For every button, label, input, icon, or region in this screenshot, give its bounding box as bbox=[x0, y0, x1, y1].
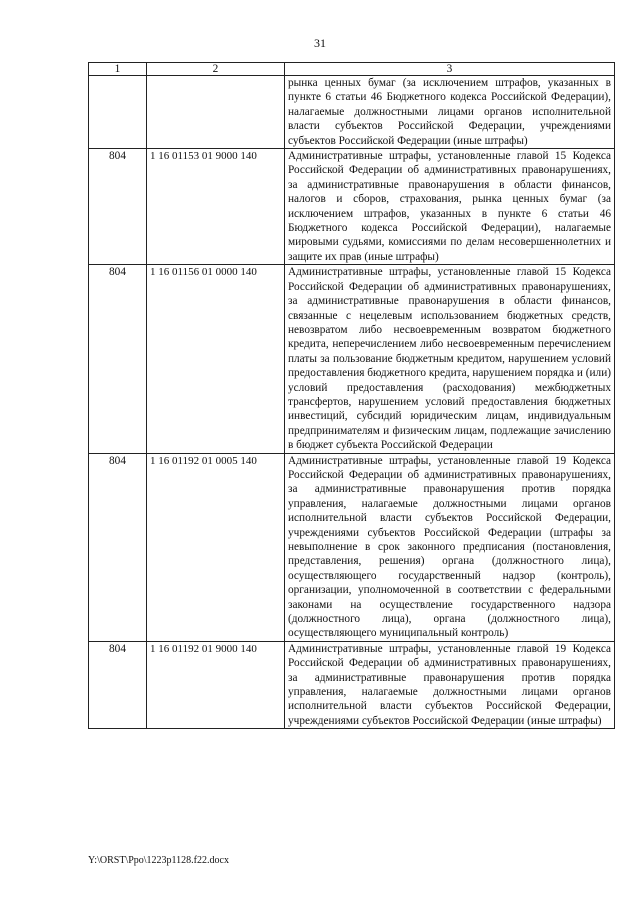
table-header-row bbox=[89, 63, 615, 76]
description-cell: Административные штрафы, установленные главой 15 Кодекса Российской Федерации об административных правонарушениях, за административные правонарушения в области финансов, налогов и сборов, страхования, рынка ценных бумаг (за исключением штрафов, указанных в пункте 6 статьи 46 Бюджетного кодекса Российской Федерации), налагаемые мировыми судьями, комиссиями по делам несовершеннолетних и защите их прав (иные штрафы) bbox=[285, 149, 615, 265]
table-row bbox=[89, 265, 615, 453]
header-col-3: 3 bbox=[285, 63, 615, 76]
file-path-footer: Y:\ORST\Ppo\1223p1128.f22.docx bbox=[88, 855, 229, 866]
table-row bbox=[89, 641, 615, 728]
description-cell: Административные штрафы, установленные главой 19 Кодекса Российской Федерации об административных правонарушениях, за административные правонарушения против порядка управления, налагаемые должностными лицами органов исполнительной власти субъектов Российской Федерации, учреждениями субъектов Российской Федерации (штрафы за невыполнение в срок законного предписания (постановления, представления, решения) органа (должностного лица), осуществляющего государственный надзор (контроль), организации, уполномоченной в соответствии с федеральными законами на осуществление государственного надзора (должностного лица), органа (должностного лица), осуществляющего муниципальный контроль) bbox=[285, 453, 615, 641]
page-number: 31 bbox=[314, 36, 326, 50]
admin-code-cell bbox=[89, 76, 147, 149]
description-cell: Административные штрафы, установленные главой 15 Кодекса Российской Федерации об административных правонарушениях, за административные правонарушения в области финансов, связанные с нецелевым использованием бюджетных средств, невозвратом либо несвоевременным возвратом бюджетного кредита, неперечислением либо несвоевременным перечислением платы за пользование бюджетным кредитом, нарушением условий предоставления бюджетного кредита, нарушением порядка и (или) условий предоставления (расходования) межбюджетных трансфертов, нарушением условий предоставления бюджетных инвестиций, субсидий юридическим лицам, индивидуальным предпринимателям и физическим лицам, подлежащие зачислению в бюджет субъекта Российской Федерации bbox=[285, 265, 615, 453]
revenue-code-cell: 1 16 01192 01 0005 140 bbox=[147, 453, 285, 641]
description-cell: Административные штрафы, установленные главой 19 Кодекса Российской Федерации об административных правонарушениях, за административные правонарушения против порядка управления, налагаемые должностными лицами органов исполнительной власти субъектов Российской Федерации, учреждениями субъектов Российской Федерации (иные штрафы) bbox=[285, 641, 615, 728]
header-col-1: 1 bbox=[89, 63, 147, 76]
header-col-2: 2 bbox=[147, 63, 285, 76]
revenue-code-cell bbox=[147, 76, 285, 149]
admin-code-cell: 804 bbox=[89, 641, 147, 728]
revenue-code-table bbox=[88, 62, 615, 729]
revenue-code-cell: 1 16 01192 01 9000 140 bbox=[147, 641, 285, 728]
admin-code-cell: 804 bbox=[89, 453, 147, 641]
table-row bbox=[89, 76, 615, 149]
table-row bbox=[89, 453, 615, 641]
table-row bbox=[89, 149, 615, 265]
admin-code-cell: 804 bbox=[89, 265, 147, 453]
revenue-code-cell: 1 16 01153 01 9000 140 bbox=[147, 149, 285, 265]
description-cell: рынка ценных бумаг (за исключением штрафов, указанных в пункте 6 статьи 46 Бюджетного кодекса Российской Федерации), налагаемые должностными лицами органов исполнительной власти субъектов Российской Федерации, учреждениями субъектов Российской Федерации (иные штрафы) bbox=[285, 76, 615, 149]
revenue-code-cell: 1 16 01156 01 0000 140 bbox=[147, 265, 285, 453]
admin-code-cell: 804 bbox=[89, 149, 147, 265]
